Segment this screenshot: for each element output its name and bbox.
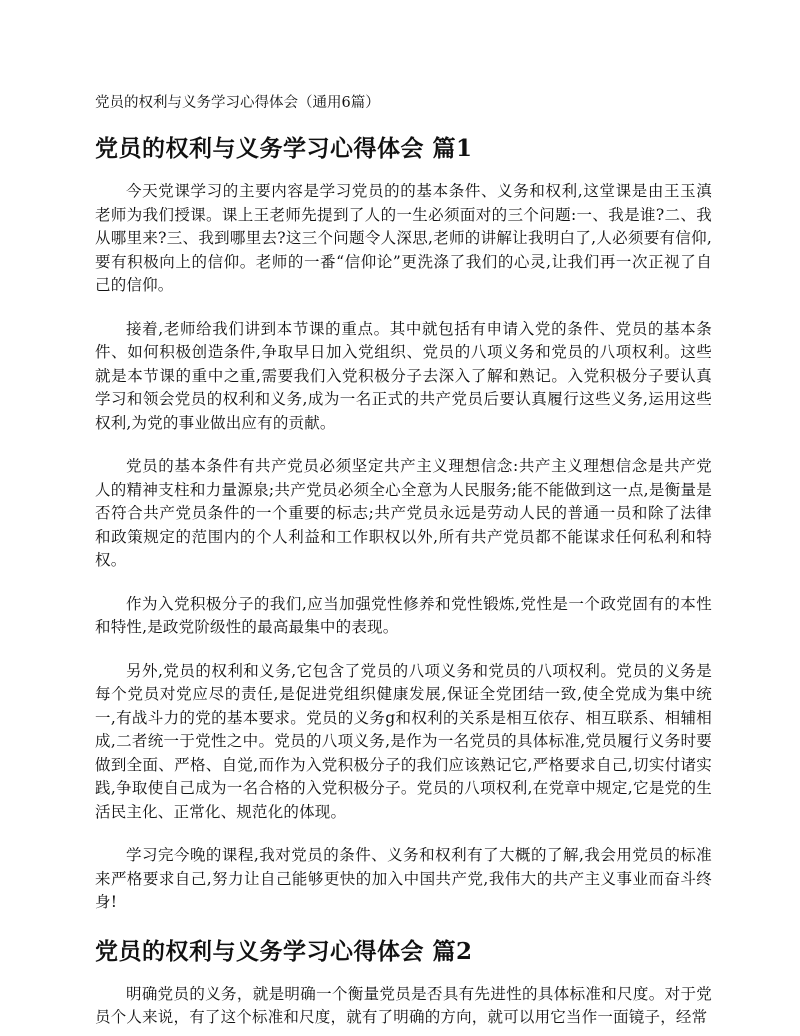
section-heading: 党员的权利与义务学习心得体会 篇2 [95, 937, 473, 965]
paragraph: 作为入党积极分子的我们,应当加强党性修养和党性锻炼,党性是一个政党固有的本性和特性,是政党阶级性的最高最集中的表现。 [95, 594, 712, 636]
paragraph: 接着,老师给我们讲到本节课的重点。其中就包括有申请入党的条件、党员的基本条件、如何积极创造条件,争取早日加入党组织、党员的八项义务和党员的八项权利。这些就是本节课的重中之重,需要我们入党积极分子去深入了解和熟记。入党积极分子要认真学习和领会党员的权利和义务,成为一名正式的共产党员后要认真履行这些义务,运用这些权利,为党的事业做出应有的贡献。 [95, 319, 712, 432]
paragraph: 党员的基本条件有共产党员必须坚定共产主义理想信念:共产主义理想信念是共产党人的精神支柱和力量源泉;共产党员必须全心全意为人民服务;能不能做到这一点,是衡量是否符合共产党员条件的一个重要的标志;共产党员永远是劳动人民的普通一员和除了法律和政策规定的范围内的个人利益和工作职权以外,所有共产党员都不能谋求任何私利和特权。 [95, 457, 712, 569]
paragraph: 学习完今晚的课程,我对党员的条件、义务和权利有了大概的了解,我会用党员的标准来严格要求自己,努力让自己能够更快的加入中国共产党,我伟大的共产主义事业而奋斗终身! [95, 846, 712, 911]
section-2 [95, 935, 712, 1030]
paragraph: 今天党课学习的主要内容是学习党员的的基本条件、义务和权利,这堂课是由王玉滇老师为我们授课。课上王老师先提到了人的一生必须面对的三个问题:一、我是谁?二、我从哪里来?三、我到哪里去?这三个问题令人深思,老师的讲解让我明白了,人必须要有信仰,要有积极向上的信仰。老师的一番“信仰论”更洗涤了我们的心灵,让我们再一次正视了自己的信仰。 [95, 182, 712, 294]
section-1 [95, 132, 712, 915]
paragraph: 另外,党员的权利和义务,它包含了党员的八项义务和党员的八项权利。党员的义务是每个党员对党应尽的责任,是促进党组织健康发展,保证全党团结一致,使全党成为集中统一,有战斗力的党的基本要求。党员的义务g和权利的关系是相互依存、相互联系、相辅相成,二者统一于党性之中。党员的八项义务,是作为一名党员的具体标准,党员履行义务时要做到全面、严格、自觉,而作为入党积极分子的我们应该熟记它,严格要求自己,切实付诸实践,争取使自己成为一名合格的入党积极分子。党员的八项权利,在党章中规定,它是党的生活民主化、正常化、规范化的体现。 [95, 661, 712, 821]
paragraph: 明确党员的义务，就是明确一个衡量党员是否具有先进性的具体标准和尺度。对于党员个人来说，有了这个标准和尺度，就有了明确的方向，就可以用它当作一面镜子，经常 [95, 984, 712, 1026]
document-title: 党员的权利与义务学习心得体会（通用6篇） [95, 95, 380, 111]
section-heading: 党员的权利与义务学习心得体会 篇1 [95, 135, 473, 162]
